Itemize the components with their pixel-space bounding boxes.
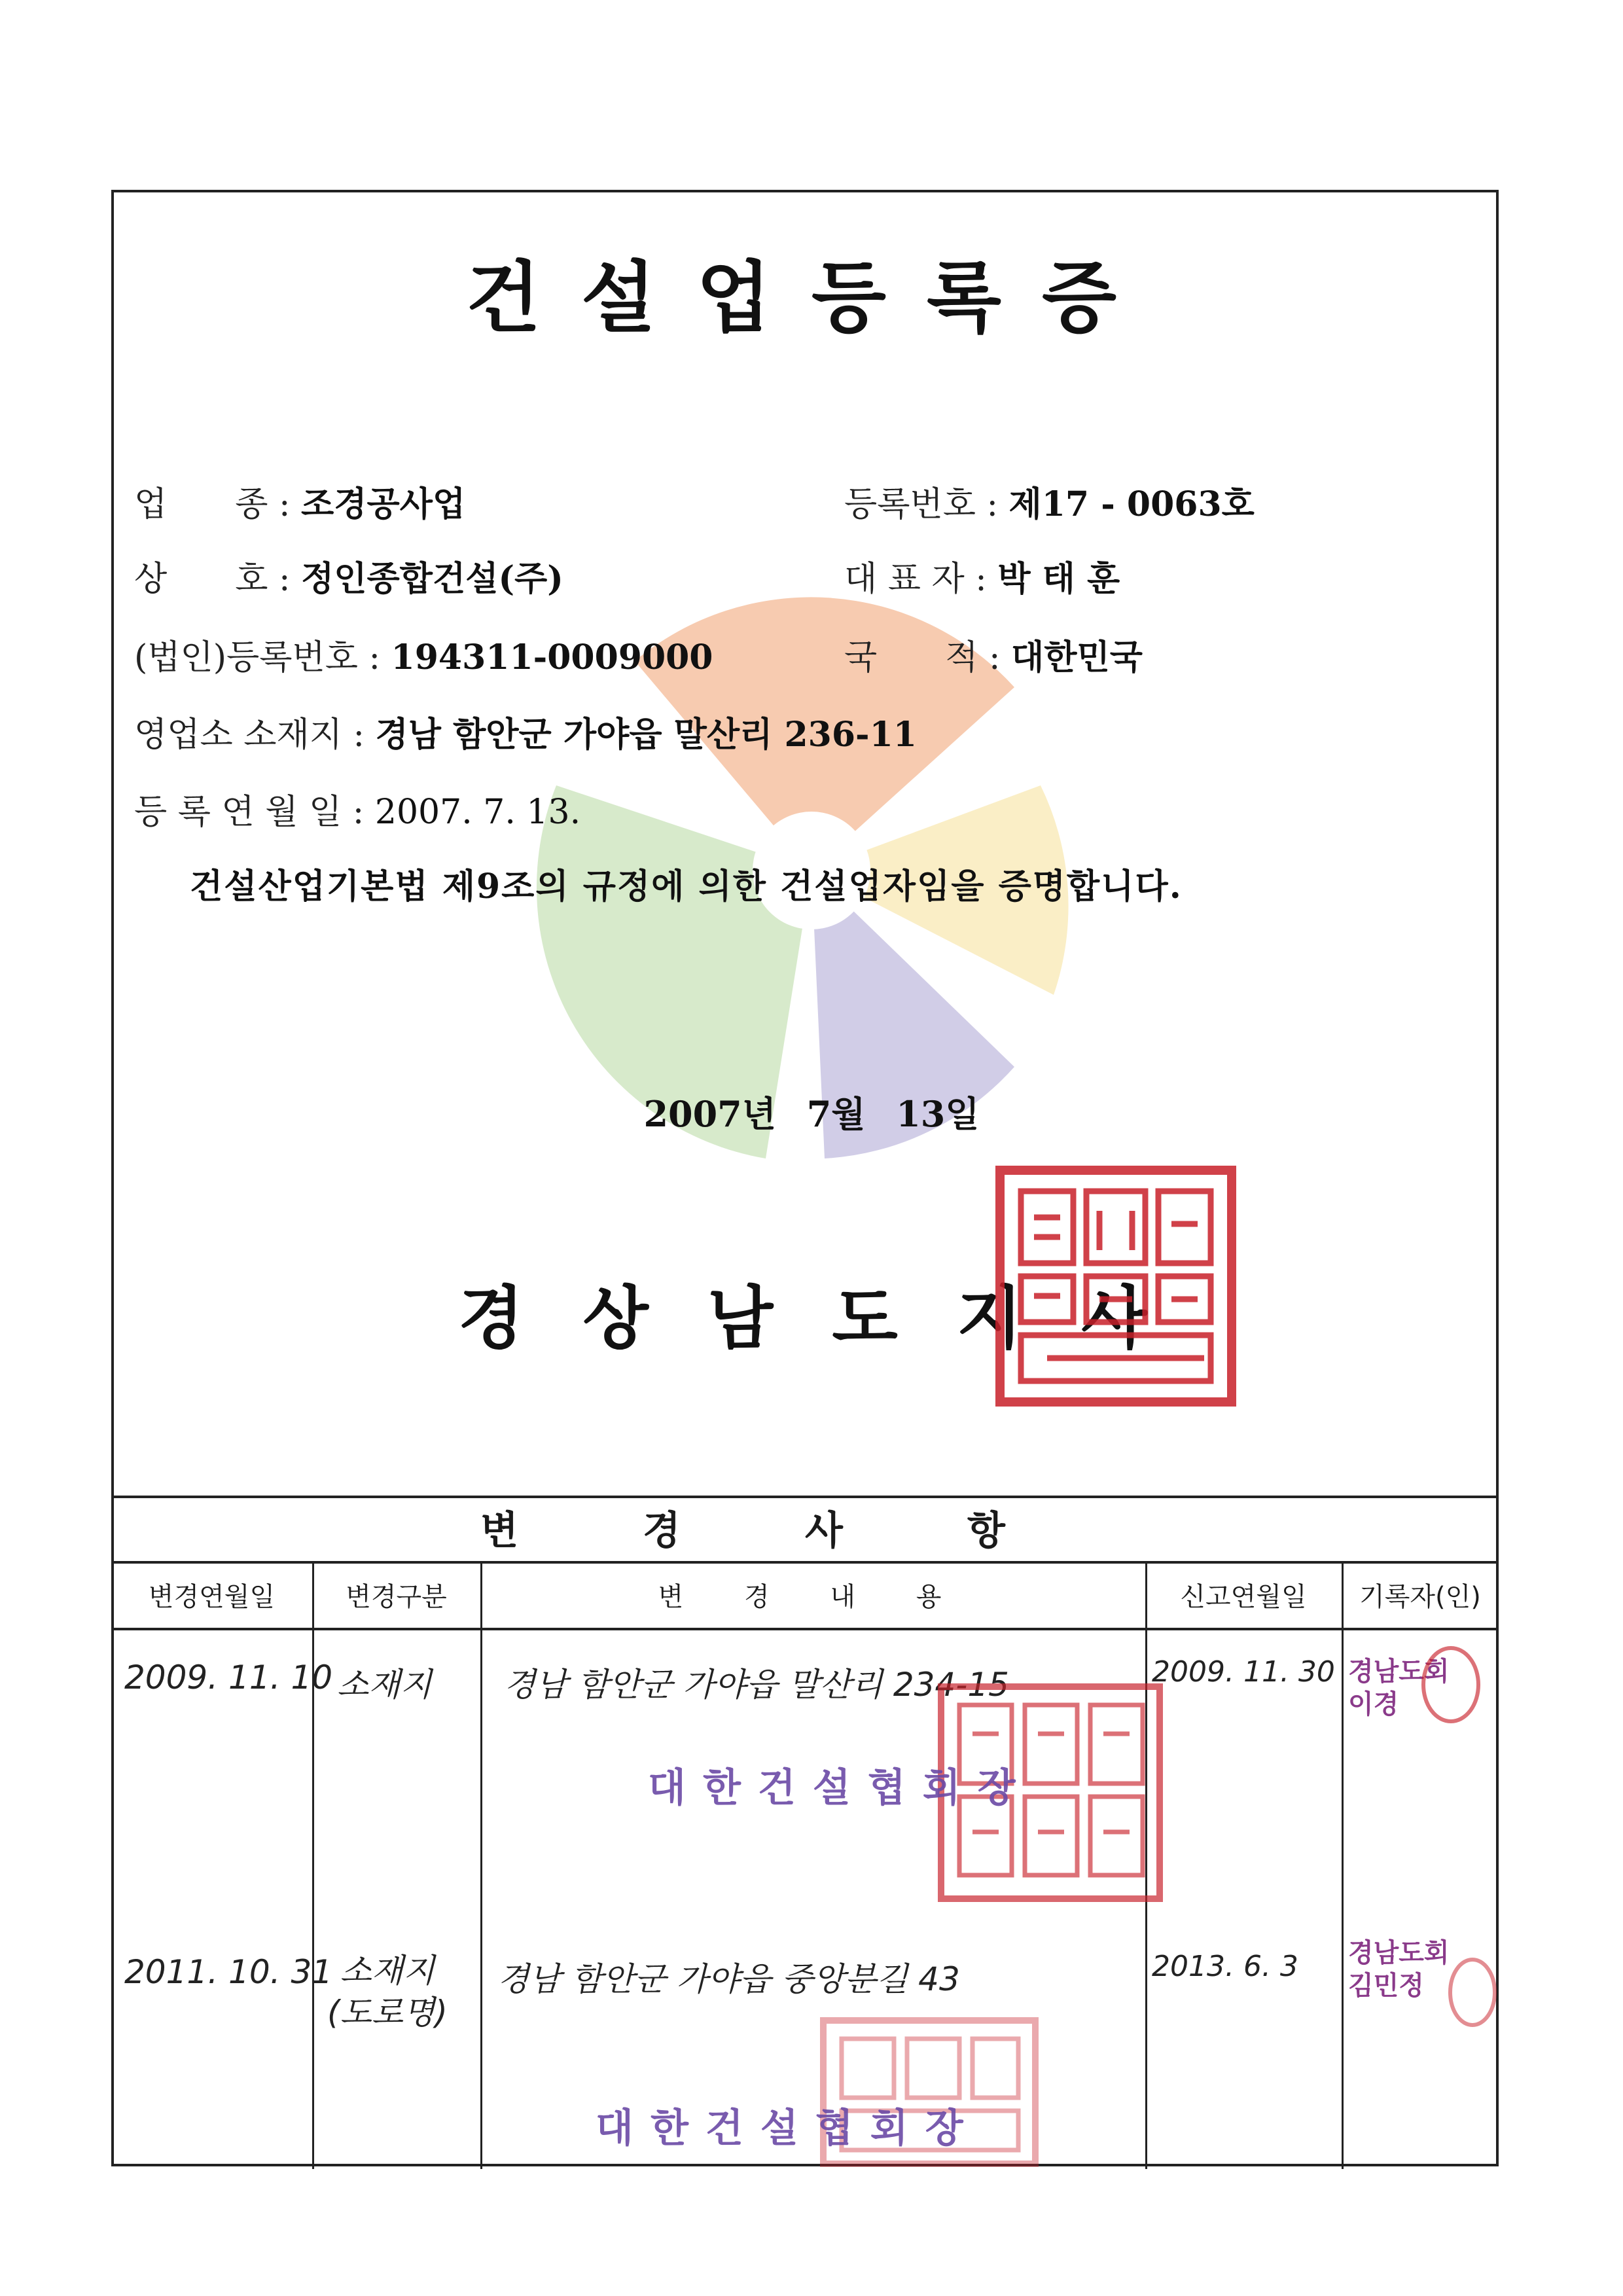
row2-report-date: 2013. 6. 3 (1152, 1950, 1298, 1983)
trade-name-value: 정인종합건설(주) (301, 559, 563, 599)
row1-recorder-office: 경남도회 (1348, 1657, 1450, 1687)
col-divider (1342, 1564, 1344, 2169)
business-type-label: 업 종 : (134, 485, 291, 524)
representative-label: 대 표 자 : (844, 560, 987, 599)
row2-category: 소재지 (도로명) (327, 1952, 448, 2032)
row2-change-date: 2011. 10. 31 (124, 1953, 333, 1991)
representative-value: 박 태 훈 (997, 559, 1120, 599)
office-address-value: 경남 함안군 가야읍 말산리 236-11 (375, 715, 917, 755)
certification-statement: 건설산업기본법 제9조의 규정에 의한 건설업자임을 증명합니다. (190, 867, 1183, 906)
reg-no-value: 제17 - 0063호 (1008, 484, 1255, 524)
col-header-report-date: 신고연월일 (1145, 1564, 1342, 1630)
row2-content: 경남 함안군 가야읍 중앙분길 43 (497, 1960, 960, 1998)
row1-report-date: 2009. 11. 30 (1152, 1655, 1335, 1689)
reg-no-label: 등록번호 : (844, 485, 998, 524)
row2-association-stamp: 대한건설협회장 (596, 2106, 980, 2151)
trade-name-label: 상 호 : (134, 560, 291, 599)
office-address-row (134, 707, 917, 756)
row2-recorder (1348, 1937, 1450, 2002)
governor-seal (995, 1165, 1237, 1407)
col-divider (312, 1564, 314, 2169)
col-header-category: 변경구분 (312, 1564, 480, 1630)
corp-reg-no-row (134, 630, 713, 679)
issuer-name: 경상남도지사 (458, 1278, 1206, 1358)
corp-reg-no-value: 194311-0009000 (391, 637, 713, 677)
nationality-value: 대한민국 (1011, 637, 1143, 677)
row1-recorder-name: 이경 (1348, 1689, 1399, 1719)
row2-recorder-name: 김민정 (1348, 1971, 1424, 2001)
nationality-row (844, 630, 1143, 679)
change-table (111, 1496, 1499, 2166)
row1-recorder-seal (1420, 1645, 1482, 1724)
document-title: 건설업등록증 (466, 253, 1157, 343)
row1-association-stamp: 대한건설협회장 (648, 1765, 1033, 1811)
reg-no-row (844, 476, 1255, 526)
col-header-change-date: 변경연월일 (111, 1564, 312, 1630)
business-type-row (134, 476, 465, 526)
representative-row (844, 551, 1120, 600)
col-header-recorder: 기록자(인) (1342, 1564, 1499, 1630)
row1-content: 경남 함안군 가야읍 말산리 234-15 (504, 1666, 1009, 1704)
corp-reg-no-label: (법인)등록번호 : (134, 638, 381, 677)
business-type-value: 조경공사업 (301, 484, 466, 524)
reg-date-value: 2007. 7. 13. (374, 793, 581, 832)
row2-recorder-seal (1446, 1956, 1499, 2028)
nationality-label: 국 적 : (844, 638, 1001, 677)
issue-date: 2007년 7월 13일 (643, 1093, 980, 1135)
reg-date-row (134, 784, 580, 833)
row2-recorder-office: 경남도회 (1348, 1938, 1450, 1968)
row1-category: 소재지 (337, 1666, 432, 1704)
trade-name-row (134, 551, 563, 600)
office-address-label: 영업소 소재지 : (134, 715, 365, 755)
col-divider (480, 1564, 482, 2169)
reg-date-label: 등 록 연 월 일 : (134, 793, 365, 832)
row1-change-date: 2009. 11. 10 (124, 1659, 333, 1696)
change-table-title: 변경사항 (111, 1498, 1499, 1564)
col-header-content: 변 경 내 용 (480, 1564, 1145, 1630)
